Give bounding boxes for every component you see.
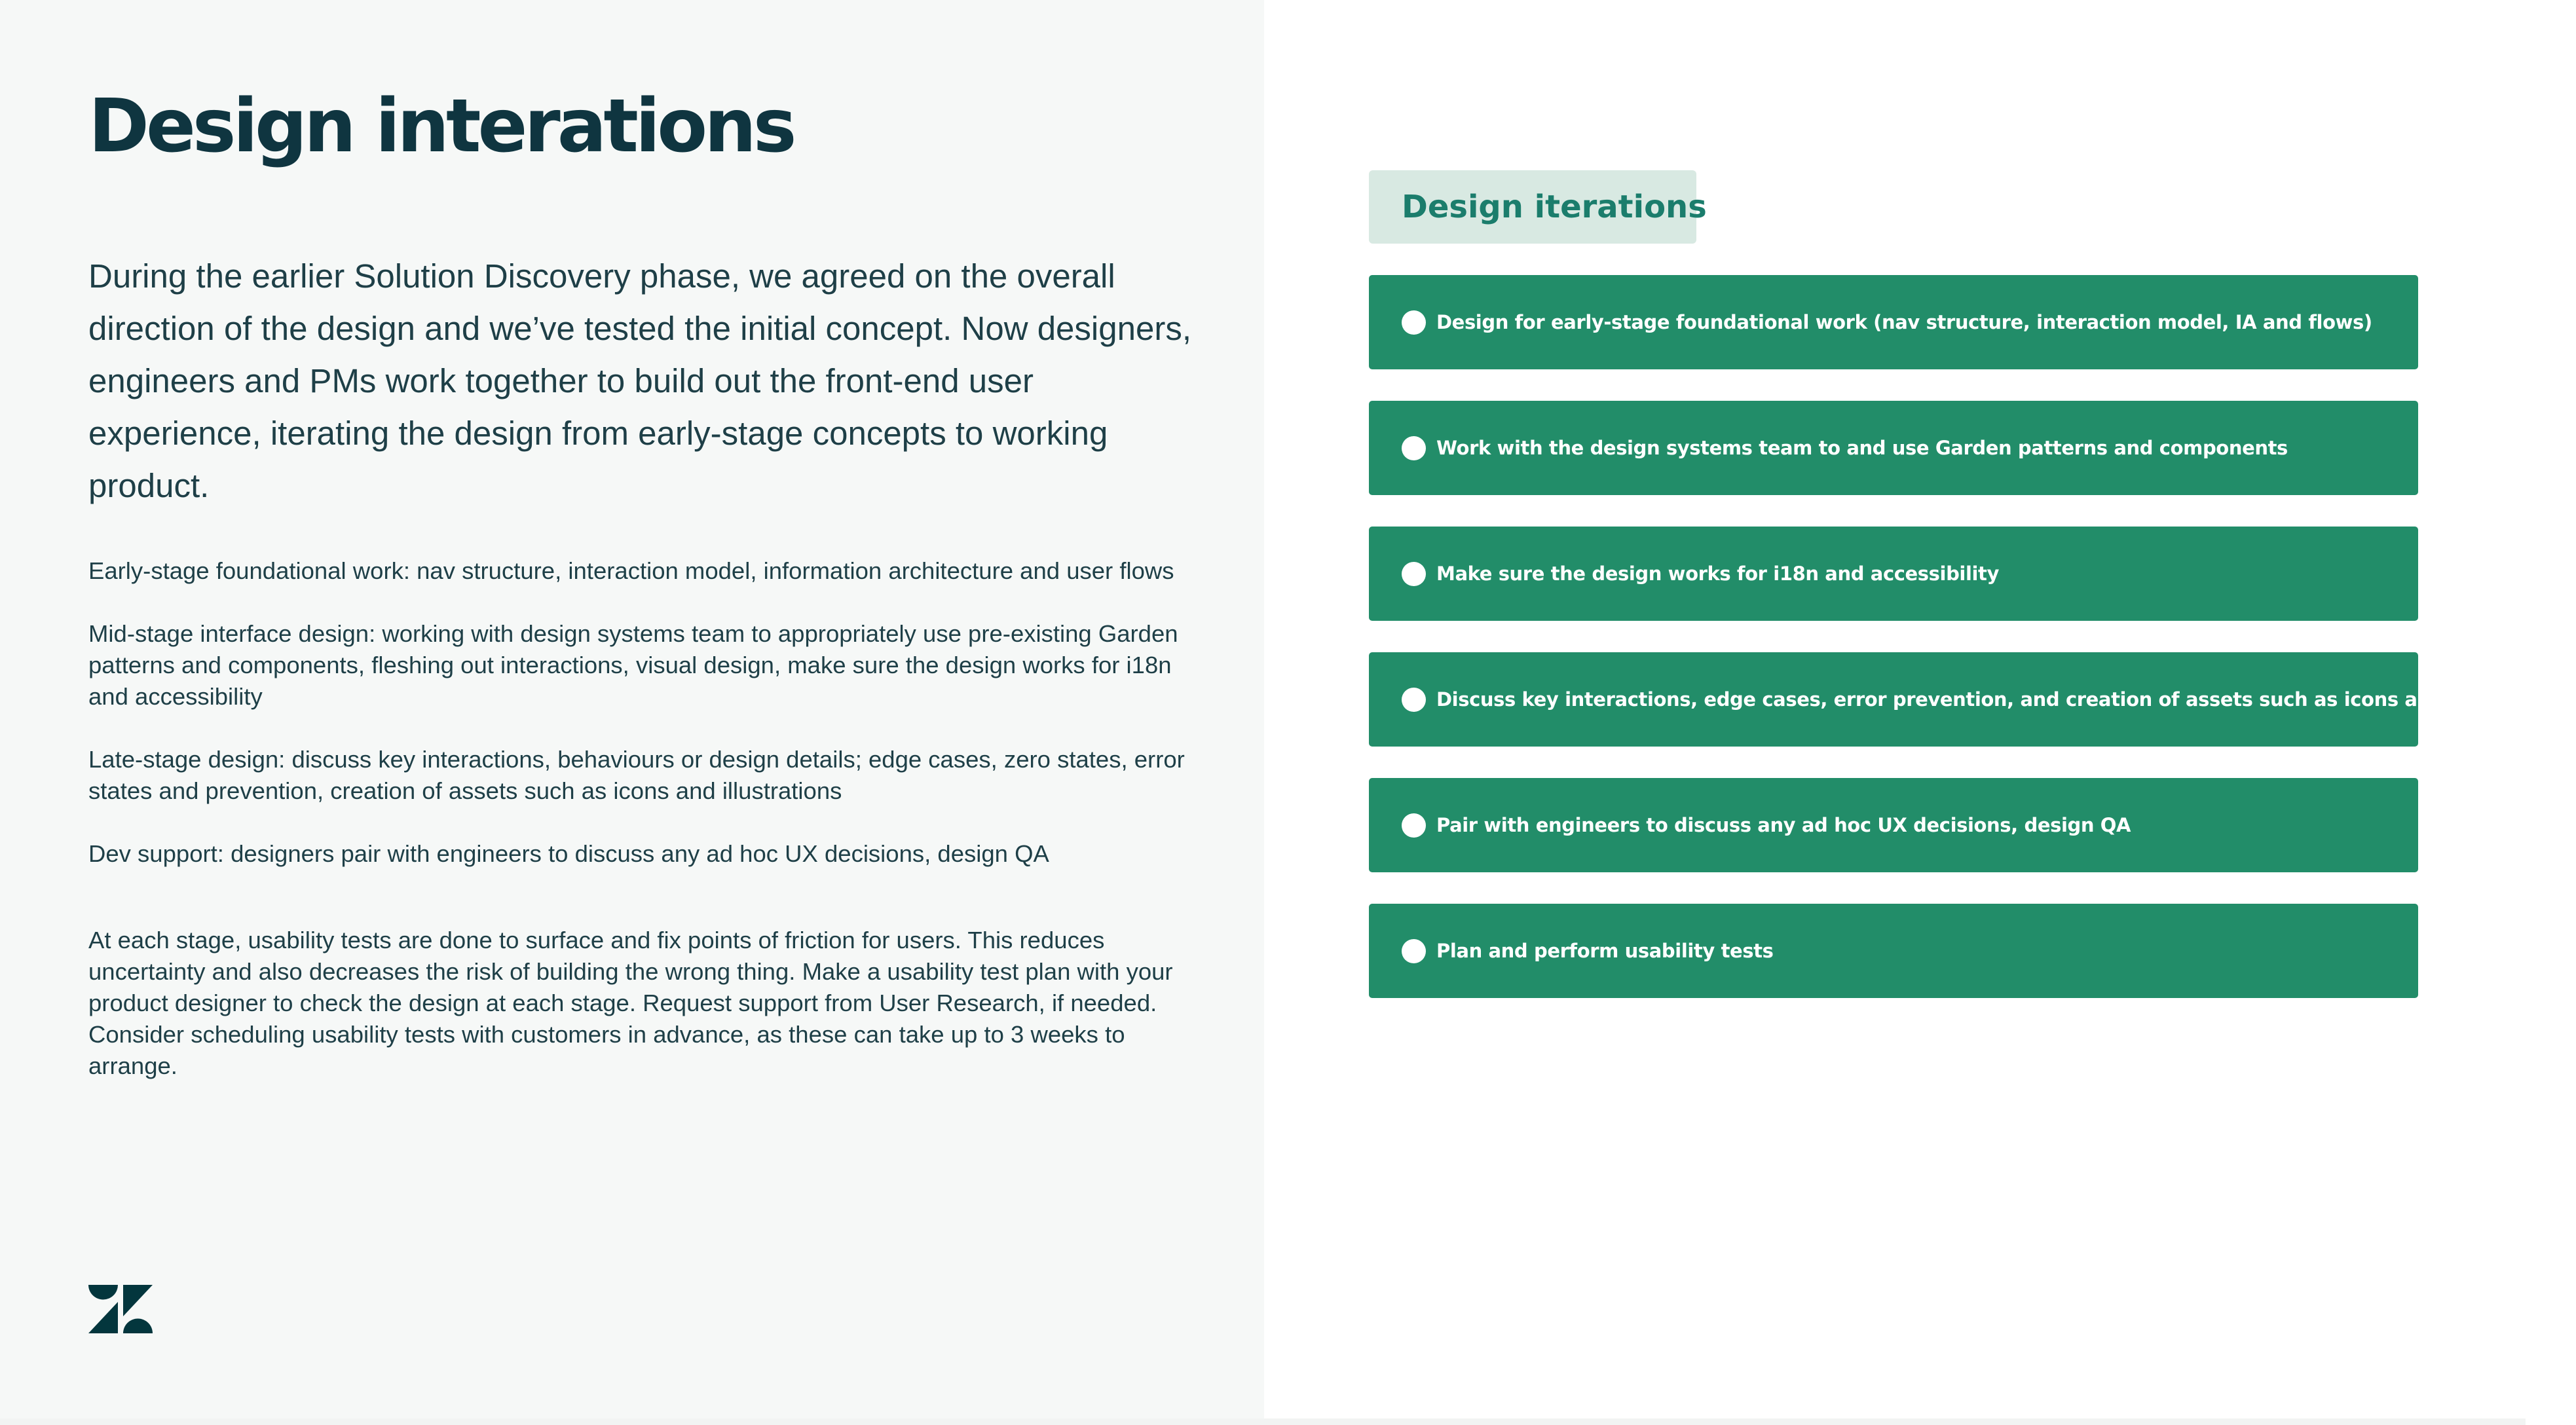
bullet-dot-icon (1402, 688, 1426, 712)
iteration-item (1369, 904, 2418, 998)
iteration-item (1369, 401, 2418, 495)
bullet-dot-icon (1402, 939, 1426, 963)
iteration-items (1369, 275, 2576, 995)
bullet-dot-icon (1402, 813, 1426, 838)
iteration-item (1369, 652, 2576, 747)
stage-late: Late-stage design: discuss key interactions, behaviours or design details; edge cases, zero states, error states and prevention, creation of assets such as icons and illustrations (88, 746, 1185, 804)
section-chip-label: Design iterations (1402, 189, 1707, 225)
zendesk-logo-icon (88, 1285, 153, 1333)
section-chip (1369, 170, 1707, 244)
iteration-item-label: Pair with engineers to discuss any ad hoc UX decisions, design QA (1436, 814, 2131, 836)
bottom-divider (0, 1418, 2526, 1425)
iteration-item-label: Work with the design systems team to and use Garden patterns and components (1436, 437, 2288, 459)
left-panel (0, 0, 1264, 1418)
stage-list (88, 555, 1202, 901)
iteration-item (1369, 275, 2418, 369)
iteration-item-label: Design for early-stage foundational work (nav structure, interaction model, IA and flows) (1436, 311, 2372, 333)
iteration-item-label: Make sure the design works for i18n and accessibility (1436, 563, 2000, 585)
iteration-item-label: Plan and perform usability tests (1436, 940, 1774, 962)
stage-dev-support: Dev support: designers pair with engineers to discuss any ad hoc UX decisions, design QA (88, 840, 1049, 867)
iteration-item-label: Discuss key interactions, edge cases, error prevention, and creation of assets such as icons and illustrations (1436, 688, 2576, 711)
stage-early: Early-stage foundational work: nav structure, interaction model, information architecture and user flows (88, 557, 1174, 584)
iteration-item (1369, 778, 2418, 872)
page-title: Design interations (88, 84, 794, 169)
lead-paragraph: During the earlier Solution Discovery phase, we agreed on the overall direction of the design and we’ve tested the initial concept. Now designers, engineers and PMs work together to build out the front-end user experience, iterating the design from early-stage concepts to working product. (88, 257, 1191, 504)
usability-paragraph: At each stage, usability tests are done to surface and fix points of friction for users. This reduces uncertainty and also decreases the risk of building the wrong thing. Make a usability test plan with your product designer to check the design at each stage. Request support from User Research, if needed. Consider scheduling usability tests with customers in advance, as these can take up to 3 weeks to arrange. (88, 927, 1173, 1079)
iteration-item (1369, 527, 2418, 621)
bullet-dot-icon (1402, 310, 1426, 335)
stage-mid: Mid-stage interface design: working with design systems team to appropriately use pre-existing Garden patterns and components, fleshing out interactions, visual design, make sure the design works for i18n and accessibility (88, 620, 1178, 710)
bullet-dot-icon (1402, 562, 1426, 586)
bullet-dot-icon (1402, 436, 1426, 460)
